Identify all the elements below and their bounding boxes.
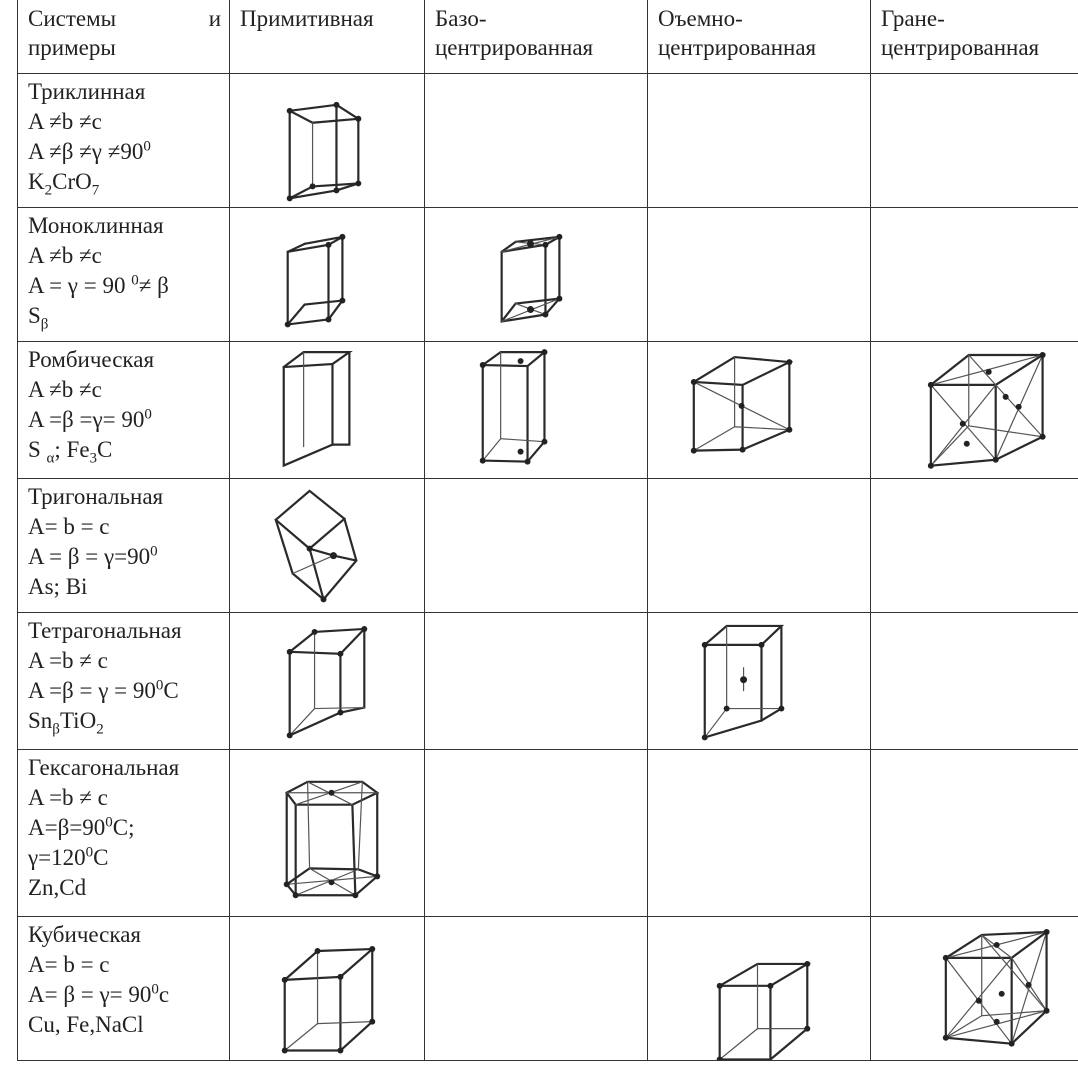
orthorhombic-base-centered-diagram bbox=[425, 342, 647, 478]
lattice-drawing-primitive bbox=[230, 749, 425, 916]
lattice-drawing-base-centered bbox=[425, 207, 648, 341]
cubic-face-centered-diagram bbox=[871, 917, 1078, 1061]
system-cell: Гексагональная A =b ≠ c $A=\beta=90^0C$; $\gamma=120^0C$ Zn,Cd bbox=[18, 749, 230, 916]
triclinic-primitive-cell-diagram bbox=[230, 74, 424, 207]
row-orthorhombic bbox=[18, 342, 1078, 479]
orthorhombic-body-centered-diagram bbox=[648, 342, 870, 478]
trigonal-primitive-cell-diagram bbox=[230, 479, 424, 612]
lattice-drawing-body-centered bbox=[648, 342, 871, 479]
row-triclinic bbox=[18, 73, 1078, 207]
tetragonal-primitive-cell-diagram bbox=[230, 613, 424, 748]
system-example: $S_\beta$ bbox=[28, 302, 49, 333]
orthorhombic-primitive-cell-diagram bbox=[230, 342, 424, 478]
system-example: $K_2CrO_7$ bbox=[28, 168, 100, 199]
lattice-drawing-body-centered bbox=[648, 916, 871, 1061]
header-primitive: Примитивная bbox=[230, 0, 425, 73]
system-example: $Sn_\beta TiO_2$ bbox=[28, 708, 104, 738]
hexagonal-primitive-cell-diagram bbox=[230, 750, 424, 916]
lattice-drawing-base-centered bbox=[425, 342, 648, 479]
lattice-drawing-primitive bbox=[230, 207, 425, 341]
system-name: Кубическая bbox=[28, 921, 141, 947]
lattice-drawing-face-centered bbox=[871, 342, 1078, 479]
row-tetragonal bbox=[18, 613, 1078, 749]
header-systems: Системы и примеры bbox=[18, 0, 230, 73]
orthorhombic-face-centered-diagram bbox=[871, 342, 1078, 478]
monoclinic-base-centered-diagram bbox=[425, 208, 647, 341]
lattice-drawing-body-centered bbox=[648, 613, 871, 749]
system-name: Моноклинная bbox=[28, 212, 164, 238]
system-name: Триклинная bbox=[28, 78, 146, 104]
system-cell: Тетрагональная A =b ≠ c $A =\beta = \gamma = 90^0C$ $Sn_\beta TiO_2$ bbox=[18, 613, 230, 749]
system-name: Тетрагональная bbox=[28, 618, 182, 644]
cubic-primitive-cell-diagram bbox=[230, 917, 424, 1061]
row-monoclinic bbox=[18, 207, 1078, 341]
row-hexagonal bbox=[18, 749, 1078, 916]
lattice-drawing-primitive bbox=[230, 342, 425, 479]
system-example: As; Bi bbox=[28, 573, 88, 599]
row-trigonal bbox=[18, 478, 1078, 612]
lattice-drawing-primitive bbox=[230, 478, 425, 612]
lattice-drawing-primitive bbox=[230, 73, 425, 207]
monoclinic-primitive-cell-diagram bbox=[230, 208, 424, 341]
lattice-drawing-primitive bbox=[230, 613, 425, 749]
system-cell: Моноклинная A ≠b ≠c A = γ = 90 $^0$≠ β $S_\beta$ bbox=[18, 207, 230, 341]
system-cell: Ромбическая A ≠b ≠c $A =\beta =\gamma= 90^0$ S $_\alpha$; $Fe_3C$ bbox=[18, 342, 230, 479]
system-example: Zn,Cd bbox=[28, 874, 87, 900]
lattice-drawing-primitive bbox=[230, 916, 425, 1061]
system-name: Ромбическая bbox=[28, 347, 155, 373]
system-cell: Триклинная A ≠b ≠c $A \ne\beta \ne\gamma \ne 90^0$ $K_2CrO_7$ bbox=[18, 73, 230, 207]
row-cubic bbox=[18, 916, 1078, 1061]
system-cell: Кубическая A= b = c $A= \beta = \gamma= 90^0c$ Cu, Fe,NaCl bbox=[18, 916, 230, 1061]
crystal-lattice-table bbox=[17, 0, 1078, 1061]
tetragonal-body-centered-diagram bbox=[648, 613, 870, 748]
system-example: S $_\alpha$; $Fe_3C$ bbox=[28, 437, 113, 467]
system-cell: Тригональная A= b = c $A = \beta = \gamma=90^0$ As; Bi bbox=[18, 478, 230, 612]
system-name: Гексагональная bbox=[28, 754, 180, 780]
cubic-body-centered-diagram bbox=[648, 917, 870, 1061]
header-face-centered: Гране- центрированная bbox=[871, 0, 1078, 73]
header-body-centered: Оъемно- центрированная bbox=[648, 0, 871, 73]
header-row bbox=[18, 0, 1078, 73]
system-example: Cu, Fe,NaCl bbox=[28, 1011, 144, 1037]
lattice-drawing-face-centered bbox=[871, 916, 1078, 1061]
system-name: Тригональная bbox=[28, 483, 164, 509]
header-base-centered: Базо- центрированная bbox=[425, 0, 648, 73]
